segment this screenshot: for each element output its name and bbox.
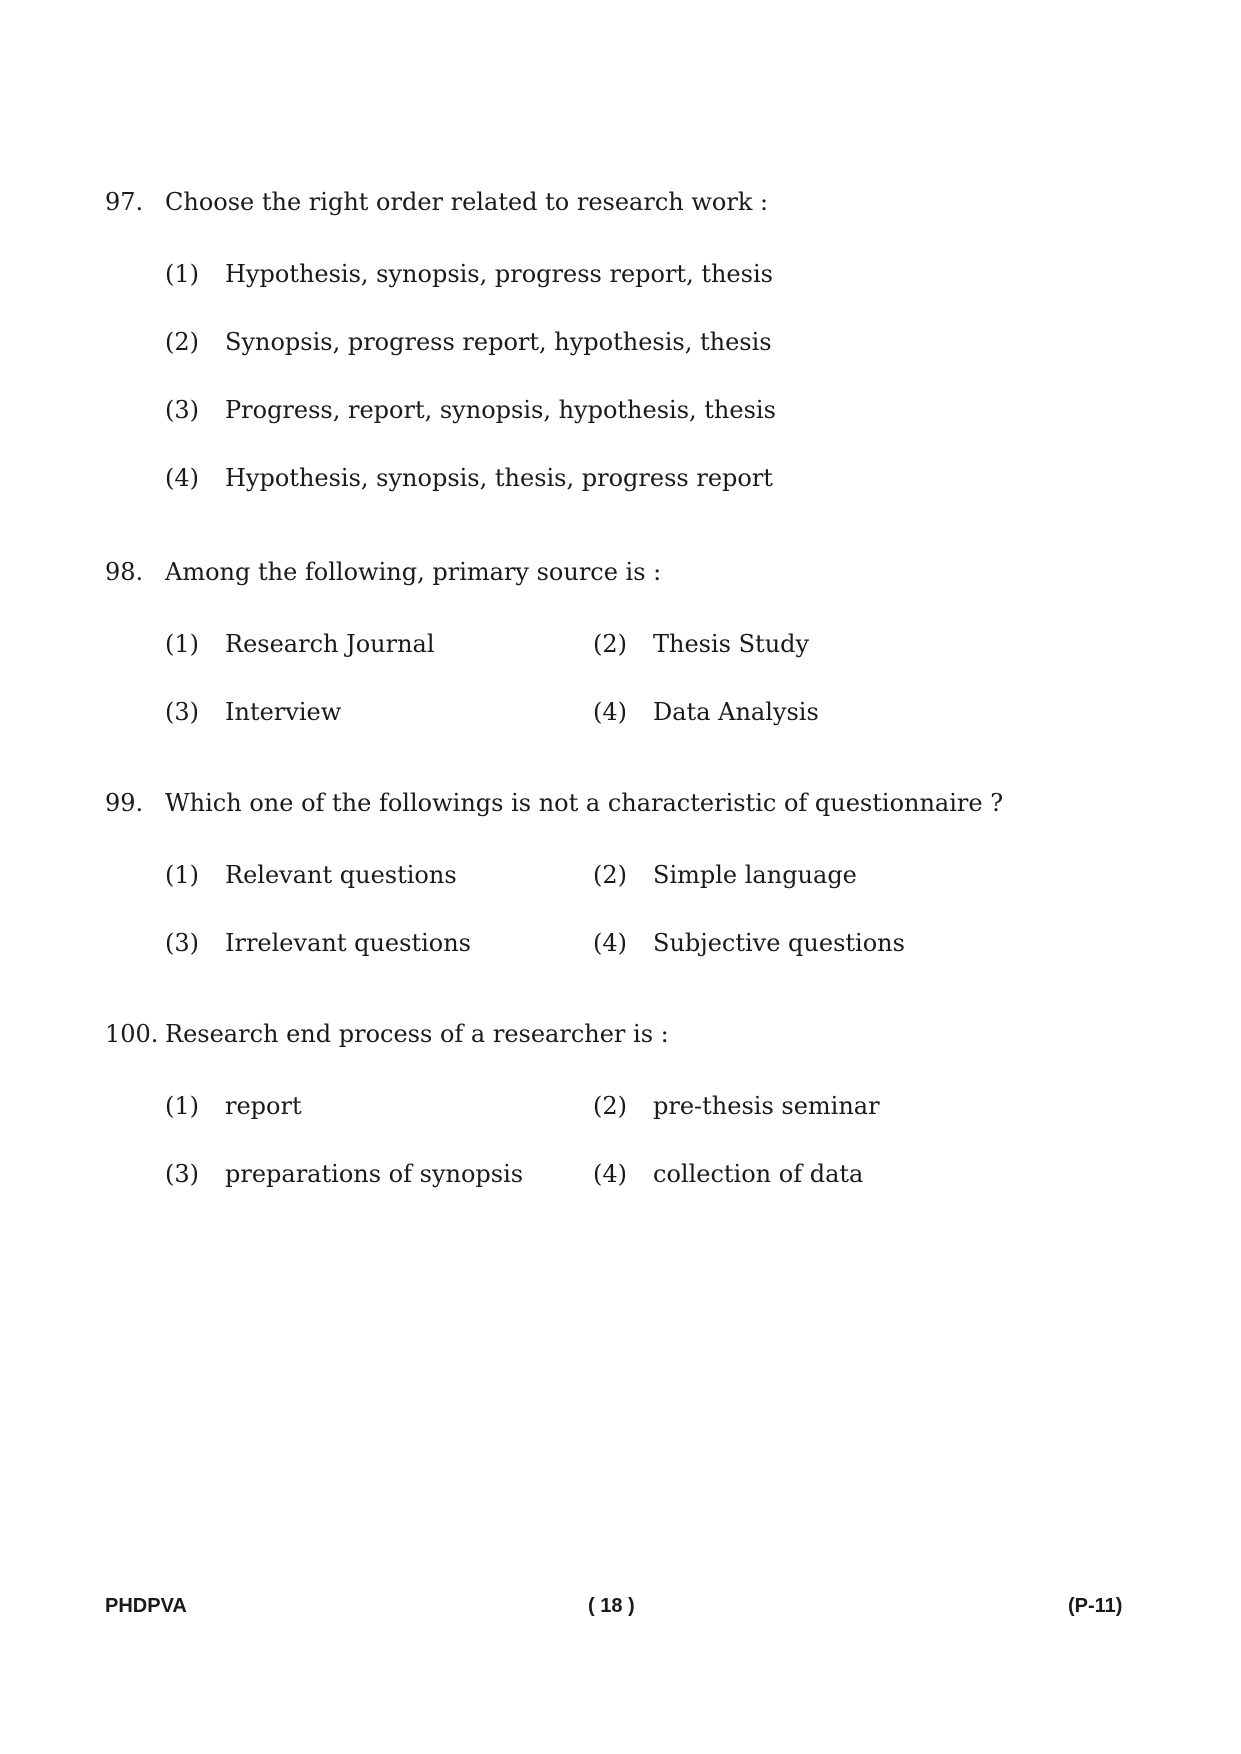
option-number: (1) <box>165 630 199 658</box>
option-text: Simple language <box>653 861 857 889</box>
question-text: Which one of the followings is not a characteristic of questionnaire ? <box>165 789 1004 817</box>
option-row <box>105 855 1145 895</box>
option-row <box>105 322 1145 362</box>
option-row <box>105 692 1145 732</box>
option-row <box>105 390 1145 430</box>
option-row <box>105 1086 1145 1126</box>
question-stem <box>105 552 1145 592</box>
option-row <box>105 923 1145 963</box>
option-number: (3) <box>165 698 199 726</box>
option-number: (1) <box>165 861 199 889</box>
option-text: Interview <box>225 698 342 726</box>
question-text: Research end process of a researcher is : <box>165 1020 669 1048</box>
footer-set-code: (P-11) <box>1068 1595 1123 1617</box>
option-text: collection of data <box>653 1160 864 1188</box>
option-number: (4) <box>165 464 199 492</box>
question-number: 99. <box>105 789 144 817</box>
option-text: pre-thesis seminar <box>653 1092 880 1120</box>
option-row <box>105 254 1145 294</box>
option-number: (2) <box>165 328 199 356</box>
option-text: Relevant questions <box>225 861 457 889</box>
option-text: Hypothesis, synopsis, progress report, thesis <box>225 260 773 288</box>
footer-paper-code: PHDPVA <box>105 1595 187 1617</box>
option-number: (4) <box>593 1160 627 1188</box>
question-stem <box>105 783 1145 823</box>
option-number: (2) <box>593 630 627 658</box>
option-text: Irrelevant questions <box>225 929 471 957</box>
option-text: Synopsis, progress report, hypothesis, thesis <box>225 328 772 356</box>
question-97 <box>105 182 1145 498</box>
question-stem <box>105 1014 1145 1054</box>
option-number: (2) <box>593 861 627 889</box>
option-text: preparations of synopsis <box>225 1160 524 1188</box>
option-number: (4) <box>593 698 627 726</box>
option-number: (4) <box>593 929 627 957</box>
option-number: (3) <box>165 396 199 424</box>
question-number: 97. <box>105 188 144 216</box>
question-number: 98. <box>105 558 144 586</box>
question-number: 100. <box>105 1020 159 1048</box>
question-text: Choose the right order related to research work : <box>165 188 769 216</box>
option-number: (3) <box>165 929 199 957</box>
option-number: (1) <box>165 1092 199 1120</box>
option-text: Research Journal <box>225 630 435 658</box>
question-text: Among the following, primary source is : <box>165 558 662 586</box>
option-row <box>105 1154 1145 1194</box>
option-text: report <box>225 1092 302 1120</box>
option-number: (1) <box>165 260 199 288</box>
option-number: (3) <box>165 1160 199 1188</box>
option-row <box>105 458 1145 498</box>
option-text: Data Analysis <box>653 698 819 726</box>
option-row <box>105 624 1145 664</box>
question-stem <box>105 182 1145 222</box>
question-100 <box>105 1014 1145 1194</box>
option-text: Subjective questions <box>653 929 905 957</box>
question-99 <box>105 783 1145 963</box>
option-text: Hypothesis, synopsis, thesis, progress report <box>225 464 773 492</box>
footer-page-number: ( 18 ) <box>588 1595 635 1617</box>
option-text: Progress, report, synopsis, hypothesis, thesis <box>225 396 776 424</box>
question-98 <box>105 552 1145 732</box>
option-number: (2) <box>593 1092 627 1120</box>
option-text: Thesis Study <box>653 630 810 658</box>
